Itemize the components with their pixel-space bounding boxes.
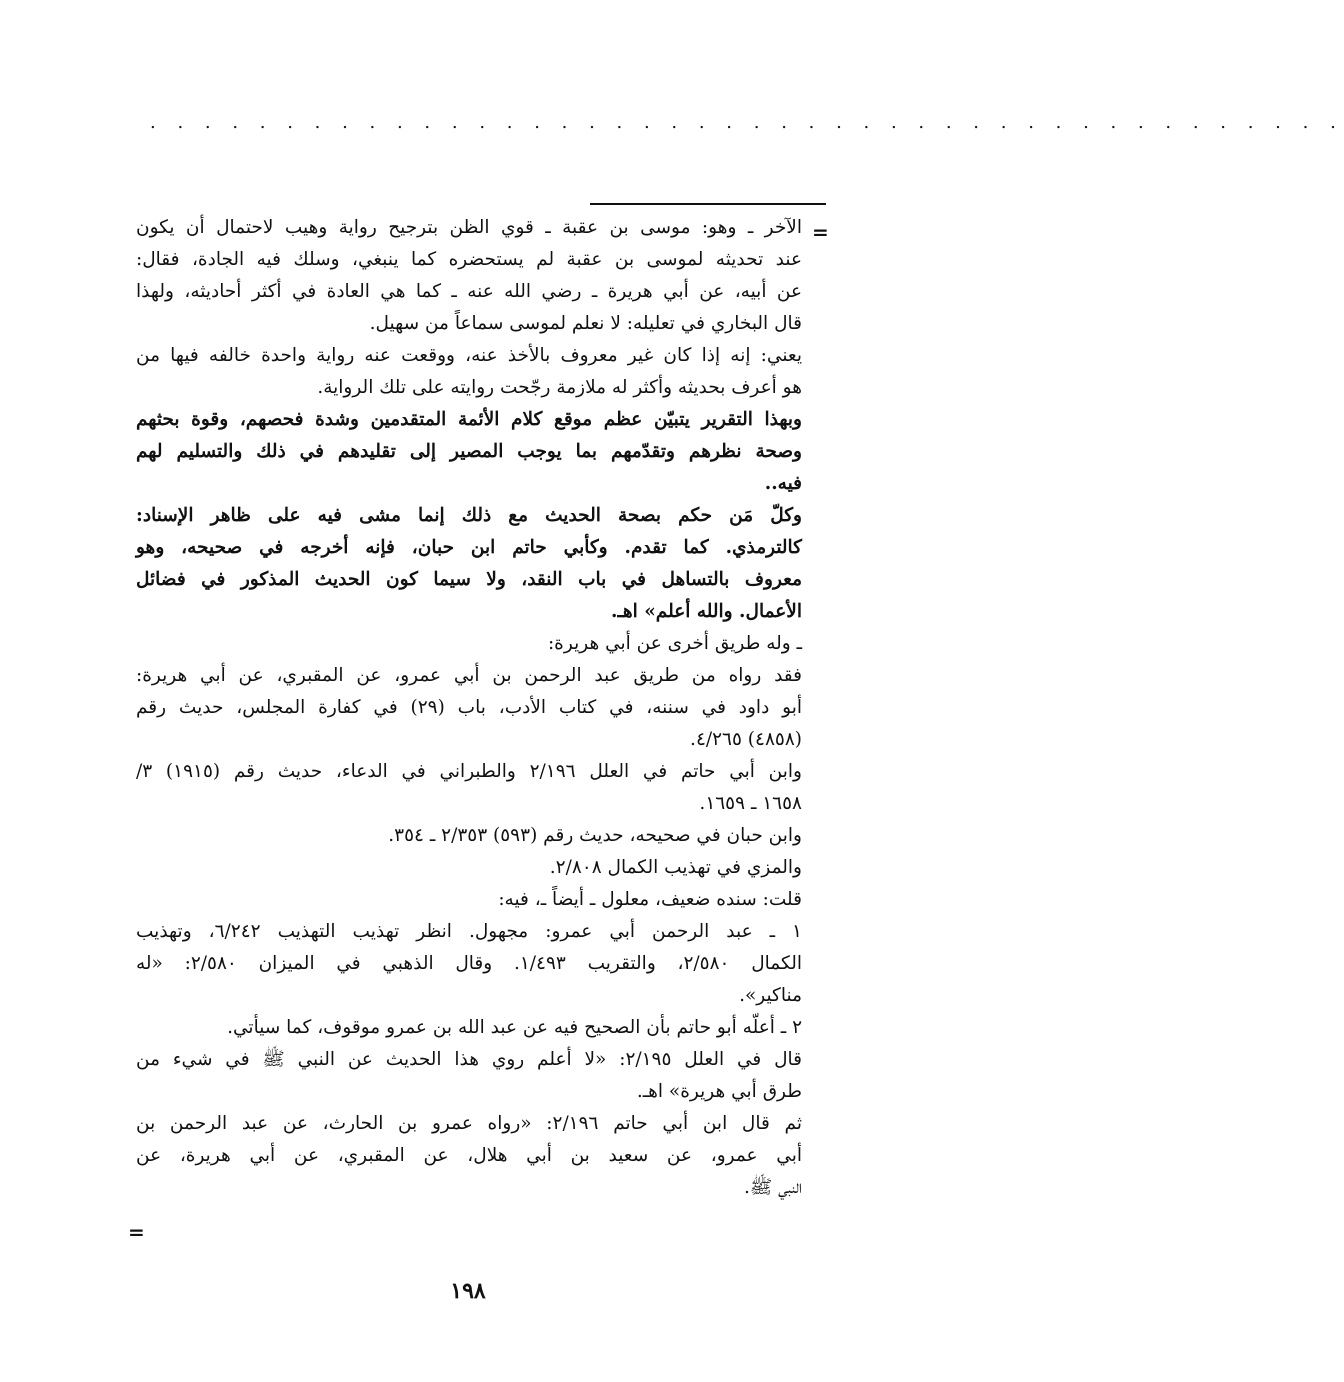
text-line: وابن حبان في صحيحه، حديث رقم (٥٩٣) ٢/٣٥٣ ـ ٣٥٤. [388, 825, 802, 846]
text-line: الكمال ٢/٥٨٠، والتقريب ١/٤٩٣. وقال الذهبي في الميزان ٢/٥٨٠: «له [136, 953, 802, 974]
text-line: معروف بالتساهل في باب النقد، ولا سيما كون الحديث المذكور في فضائل [136, 569, 802, 590]
text-line: ـ وله طريق أخرى عن أبي هريرة: [547, 633, 802, 654]
text-line: (٤٨٥٨) ٤/٢٦٥. [690, 729, 802, 750]
text-line: والمزي في تهذيب الكمال ٢/٨٠٨. [549, 857, 802, 878]
text-line: يعني: إنه إذا كان غير معروف بالأخذ عنه، ووقعت عنه رواية واحدة خالفه فيها من [136, 345, 802, 366]
text-line: وصحة نظرهم وتقدّمهم بما يوجب المصير إلى تقليدهم في ذلك والتسليم لهم [136, 441, 802, 462]
text-line: وابن أبي حاتم في العلل ٢/١٩٦ والطبراني في الدعاء، حديث رقم (١٩١٥) ٣/ [136, 761, 802, 782]
text-line: عن أبيه، عن أبي هريرة ـ رضي الله عنه ـ كما هي العادة في أكثر أحاديثه، ولهذا [136, 281, 802, 302]
continuation-marker-bottom: = [128, 1220, 145, 1244]
text-line: الآخر ـ وهو: موسى بن عقبة ـ قوي الظن بترجيح رواية وهيب لاحتمال أن يكون [136, 217, 802, 238]
text-line: وبهذا التقرير يتبيّن عظم موقع كلام الأئمة المتقدمين وشدة فحصهم، وقوة بحثهم [136, 409, 802, 430]
text-line: هو أعرف بحديثه وأكثر له ملازمة رجّحت روايته على تلك الرواية. [317, 377, 802, 398]
text-line: مناكير». [739, 985, 802, 1006]
text-line: فقد رواه من طريق عبد الرحمن بن أبي عمرو، عن المقبري، عن أبي هريرة: [136, 665, 802, 686]
footnote-rule [590, 203, 826, 205]
text-line: عند تحديثه لموسى بن عقبة لم يستحضره كما ينبغي، وسلك فيه الجادة، فقال: [136, 249, 802, 270]
separator-dots: . . . . . . . . . . . . . . . . . . . . . . . . . . . . . . . . . . . . . . . . . . . . [150, 112, 1344, 133]
text-line: ١٦٥٨ ـ ١٦٥٩. [699, 793, 802, 814]
text-line: فيه.. [764, 473, 802, 494]
text-line: أبو داود في سننه، في كتاب الأدب، باب (٢٩) في كفارة المجلس، حديث رقم [136, 697, 802, 718]
continuation-marker-top: = [812, 220, 829, 244]
text-line: كالترمذي. كما تقدم. وكأبي حاتم ابن حبان، فإنه أخرجه في صحيحه، وهو [136, 537, 802, 558]
text-line: قال في العلل ٢/١٩٥: «لا أعلم روي هذا الحديث عن النبي ﷺ في شيء من [136, 1049, 803, 1070]
text-line: طرق أبي هريرة» اهـ. [636, 1081, 802, 1102]
text-line: وكلّ مَن حكم بصحة الحديث مع ذلك إنما مشى فيه على ظاهر الإسناد: [136, 505, 802, 526]
text-line: قال البخاري في تعليله: لا نعلم لموسى سماعاً من سهيل. [369, 313, 802, 334]
text-line: النبي ﷺ. [744, 1177, 802, 1198]
text-line: قلت: سنده ضعيف، معلول ـ أيضاً ـ، فيه: [498, 889, 802, 910]
text-line: ٢ ـ أعلّه أبو حاتم بأن الصحيح فيه عن عبد الله بن عمرو موقوف، كما سيأتي. [227, 1017, 802, 1038]
text-line: الأعمال. والله أعلم» اهـ. [611, 601, 802, 622]
text-line: أبي عمرو، عن سعيد بن أبي هلال، عن المقبري، عن أبي هريرة، عن [136, 1145, 802, 1166]
text-line: ١ ـ عبد الرحمن أبي عمرو: مجهول. انظر تهذيب التهذيب ٦/٢٤٢، وتهذيب [136, 921, 802, 942]
footnote-text-block [136, 212, 802, 1204]
text-line: ثم قال ابن أبي حاتم ٢/١٩٦: «رواه عمرو بن الحارث، عن عبد الرحمن بن [136, 1113, 802, 1134]
page-number: ١٩٨ [450, 1278, 486, 1304]
